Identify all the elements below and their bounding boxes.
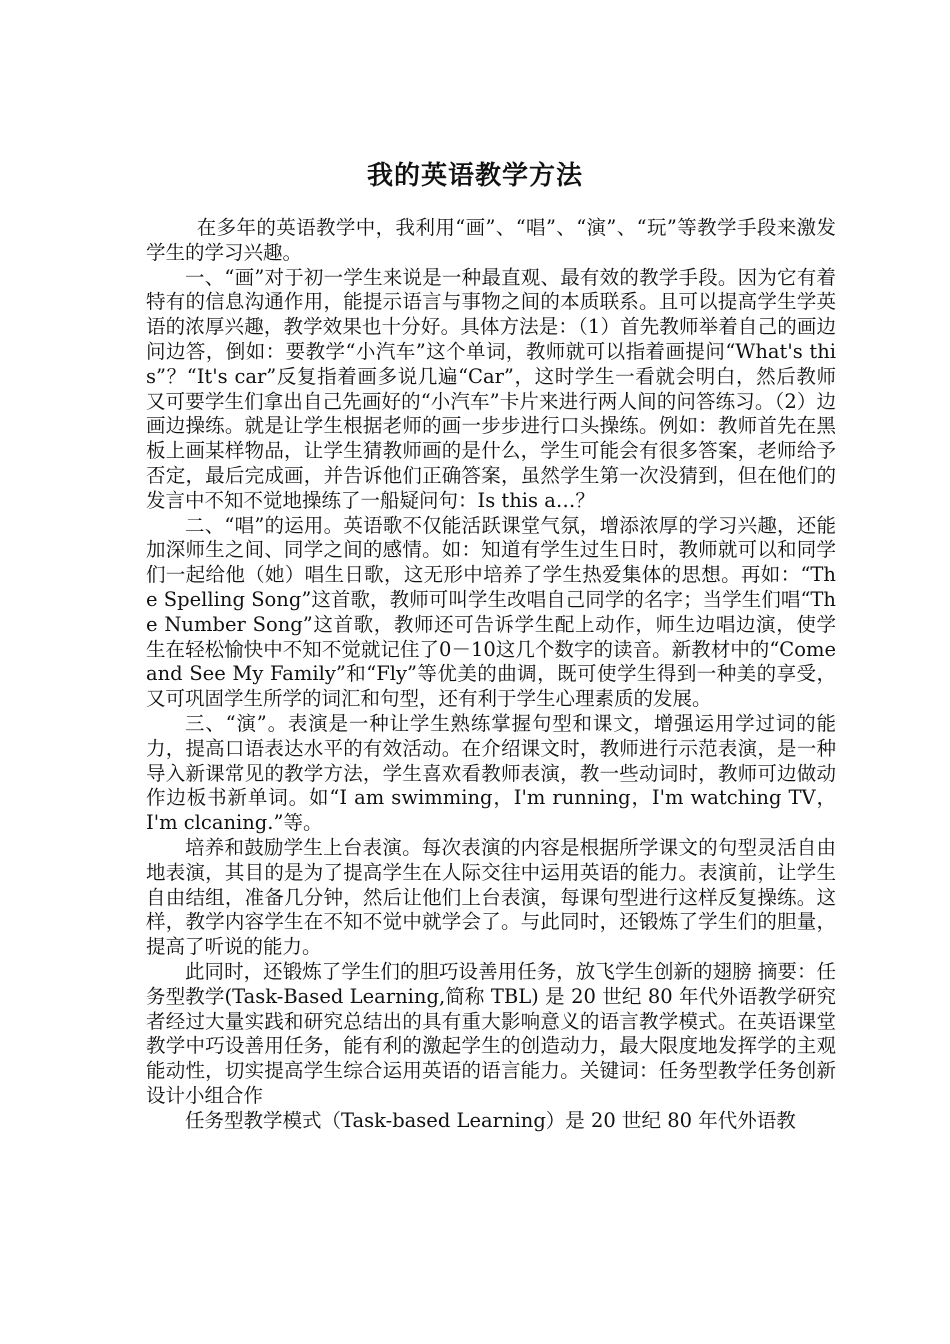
paragraph-acting: 三、“演”。表演是一种让学生熟练掌握句型和课文，增强运用学过词的能力，提高口语表达水平的有效活动。在介绍课文时，教师进行示范表演，是一种导入新课常见的教学方法，学生喜欢看教师表演，教一些动词时，教师可边做动作边板书新单词。如“I am swimming，I'm running，I'm watching TV，I'm clcaning.”等。 bbox=[146, 711, 836, 835]
paragraph-drawing: 一、“画”对于初一学生来说是一种最直观、最有效的教学手段。因为它有着特有的信息沟通作用，能提示语言与事物之间的本质联系。且可以提高学生学英语的浓厚兴趣，教学效果也十分好。具体方法是：（1）首先教师举着自己的画边问边答，倒如：要教学“小汽车”这个单词，教师就可以指着画提问“What's this”？“It's car”反复指着画多说几遍“Car”，这时学生一看就会明白，然后教师又可要学生们拿出自己先画好的“小汽车”卡片来进行两人间的问答练习。（2）边画边操练。就是让学生根据老师的画一步步进行口头操练。例如：教师首先在黑板上画某样物品，让学生猜教师画的是什么，学生可能会有很多答案，老师给予否定，最后完成画，并告诉他们正确答案，虽然学生第一次没猜到，但在他们的发言中不知不觉地操练了一船疑问句：Is this a…？ bbox=[146, 265, 836, 512]
paragraph-singing: 二、“唱”的运用。英语歌不仅能活跃课堂气氛，增添浓厚的学习兴趣，还能加深师生之间、同学之间的感情。如：知道有学生过生日时，教师就可以和同学们一起给他（她）唱生日歌，这无形中培养了学生热爱集体的思想。再如：“The Spelling Song”这首歌，教师可叫学生改唱自己同学的名字；当学生们唱“The Number Song”这首歌，教师还可告诉学生配上动作，师生边唱边演，使学生在轻松愉快中不知不觉就记住了0－10这几个数字的读音。新教材中的“Come and See My Family”和“Fly”等优美的曲调，既可使学生得到一种美的享受，又可巩固学生所学的词汇和句型，还有利于学生心理素质的发展。 bbox=[146, 513, 836, 711]
paragraph-task-model: 任务型教学模式（Task-based Learning）是 20 世纪 80 年代外语教 bbox=[185, 1108, 796, 1132]
paragraph-intro: 在多年的英语教学中，我利用“画”、“唱”、“演”、“玩”等教学手段来激发学生的学习兴趣。 bbox=[146, 216, 836, 264]
document-title: 我的英语教学方法 bbox=[366, 161, 583, 191]
paragraph-performance: 培养和鼓励学生上台表演。每次表演的内容是根据所学课文的句型灵活自由地表演，其目的是为了提高学生在人际交往中运用英语的能力。表演前，让学生自由结组，准备几分钟，然后让他们上台表演，每课句型进行这样反复操练。这样，教学内容学生在不知不觉中就学会了。与此同时，还锻炼了学生们的胆量，提高了听说的能力。 bbox=[146, 835, 836, 959]
document-body bbox=[146, 216, 836, 1133]
paragraph-task-abstract: 此同时，还锻炼了学生们的胆巧设善用任务，放飞学生创新的翅膀 摘要：任务型教学(Task-Based Learning,简称 TBL) 是 20 世纪 80 年代外语教学研究者经过大量实践和研究总结出的具有重大影响意义的语言教学模式。在英语课堂教学中巧设善用任务，能有利的激起学生的创造动力，最大限度地发挥学的主观能动性，切实提高学生综合运用英语的语言能力。关键词：任务型教学任务创新设计小组合作 bbox=[146, 959, 836, 1107]
